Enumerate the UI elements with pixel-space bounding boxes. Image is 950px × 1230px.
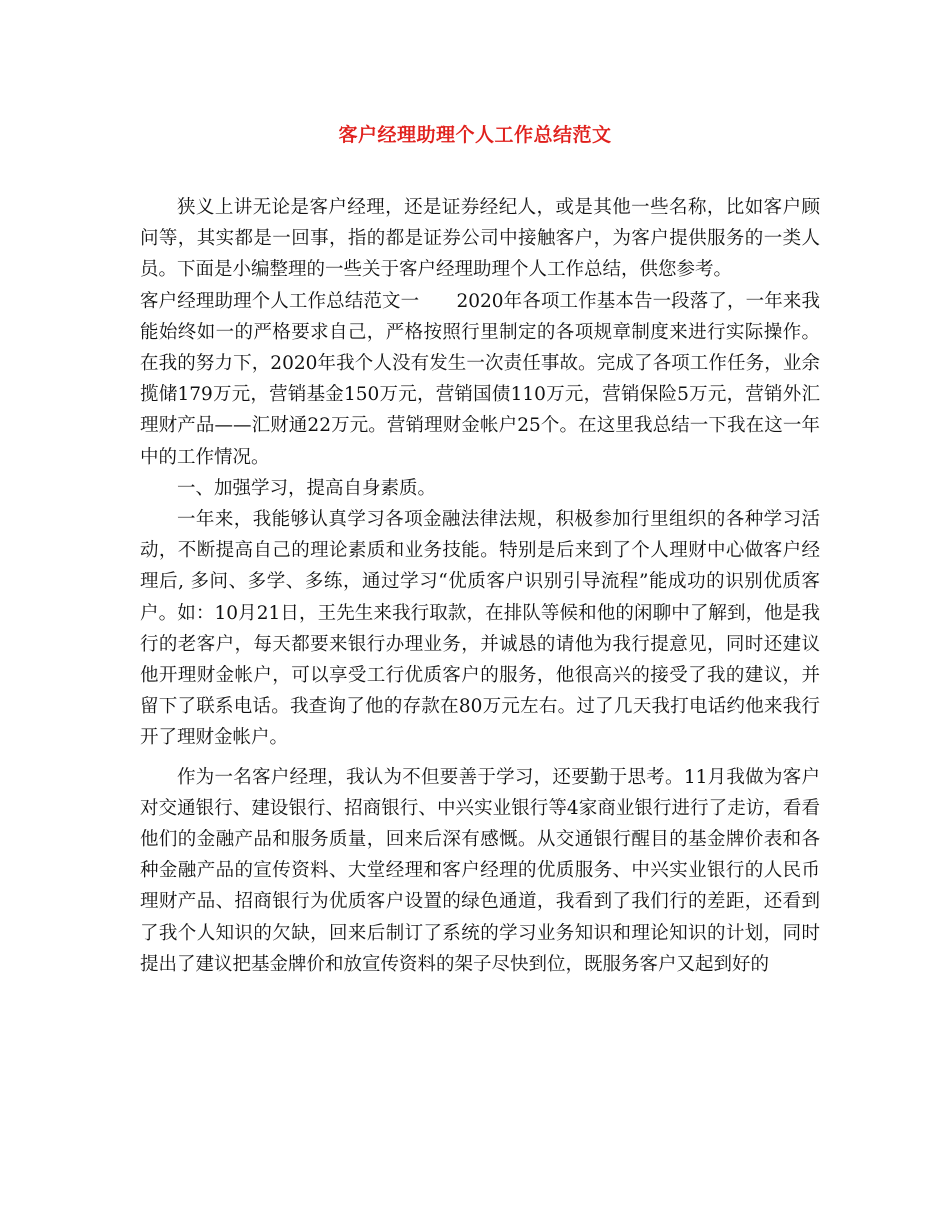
document-body	[140, 192, 820, 980]
paragraph-summary-one: 客户经理助理个人工作总结范文一 2020年各项工作基本告一段落了，一年来我能始终如一的严格要求自己，严格按照行里制定的各项规章制度来进行实际操作。在我的努力下，2020年我个人没有发生一次责任事故。完成了各项工作任务，业余揽储179万元，营销基金150万元，营销国债110万元，营销保险5万元，营销外汇理财产品——汇财通22万元。营销理财金帐户25个。在这里我总结一下我在这一年中的工作情况。	[140, 290, 820, 468]
section-heading-study: 一、加强学习，提高自身素质。	[177, 477, 437, 499]
paragraph-study: 一年来，我能够认真学习各项金融法律法规，积极参加行里组织的各种学习活动，不断提高自己的理论素质和业务技能。特别是后来到了个人理财中心做客户经理后, 多问、多学、多练，通过学习“优质客户识别引导流程”能成功的识别优质客户。如：10月21日，王先生来我行取款，在排队等候和他的闲聊中了解到，他是我行的老客户，每天都要来银行办理业务，并诚恳的请他为我行提意见，同时还建议他开理财金帐户，可以享受工行优质客户的服务，他很高兴的接受了我的建议，并留下了联系电话。我查询了他的存款在80万元左右。过了几天我打电话约他来我行开了理财金帐户。	[140, 509, 820, 749]
paragraph-intro: 狭义上讲无论是客户经理，还是证券经纪人，或是其他一些名称，比如客户顾问等，其实都是一回事，指的都是证券公司中接触客户，为客户提供服务的一类人员。下面是小编整理的一些关于客户经理助理个人工作总结，供您参考。	[140, 197, 820, 281]
document-title: 客户经理助理个人工作总结范文	[338, 124, 612, 146]
paragraph-thinking: 作为一名客户经理，我认为不但要善于学习，还要勤于思考。11月我做为客户对交通银行、建设银行、招商银行、中兴实业银行等4家商业银行进行了走访，看看他们的金融产品和服务质量，回来后深有感慨。从交通银行醒目的基金牌价表和各种金融产品的宣传资料、大堂经理和客户经理的优质服务、中兴实业银行的人民币理财产品、招商银行为优质客户设置的绿色通道，我看到了我们行的差距，还看到了我个人知识的欠缺，回来后制订了系统的学习业务知识和理论知识的计划，同时提出了建议把基金牌价和放宣传资料的架子尽快到位，既服务客户又起到好的	[140, 766, 820, 975]
